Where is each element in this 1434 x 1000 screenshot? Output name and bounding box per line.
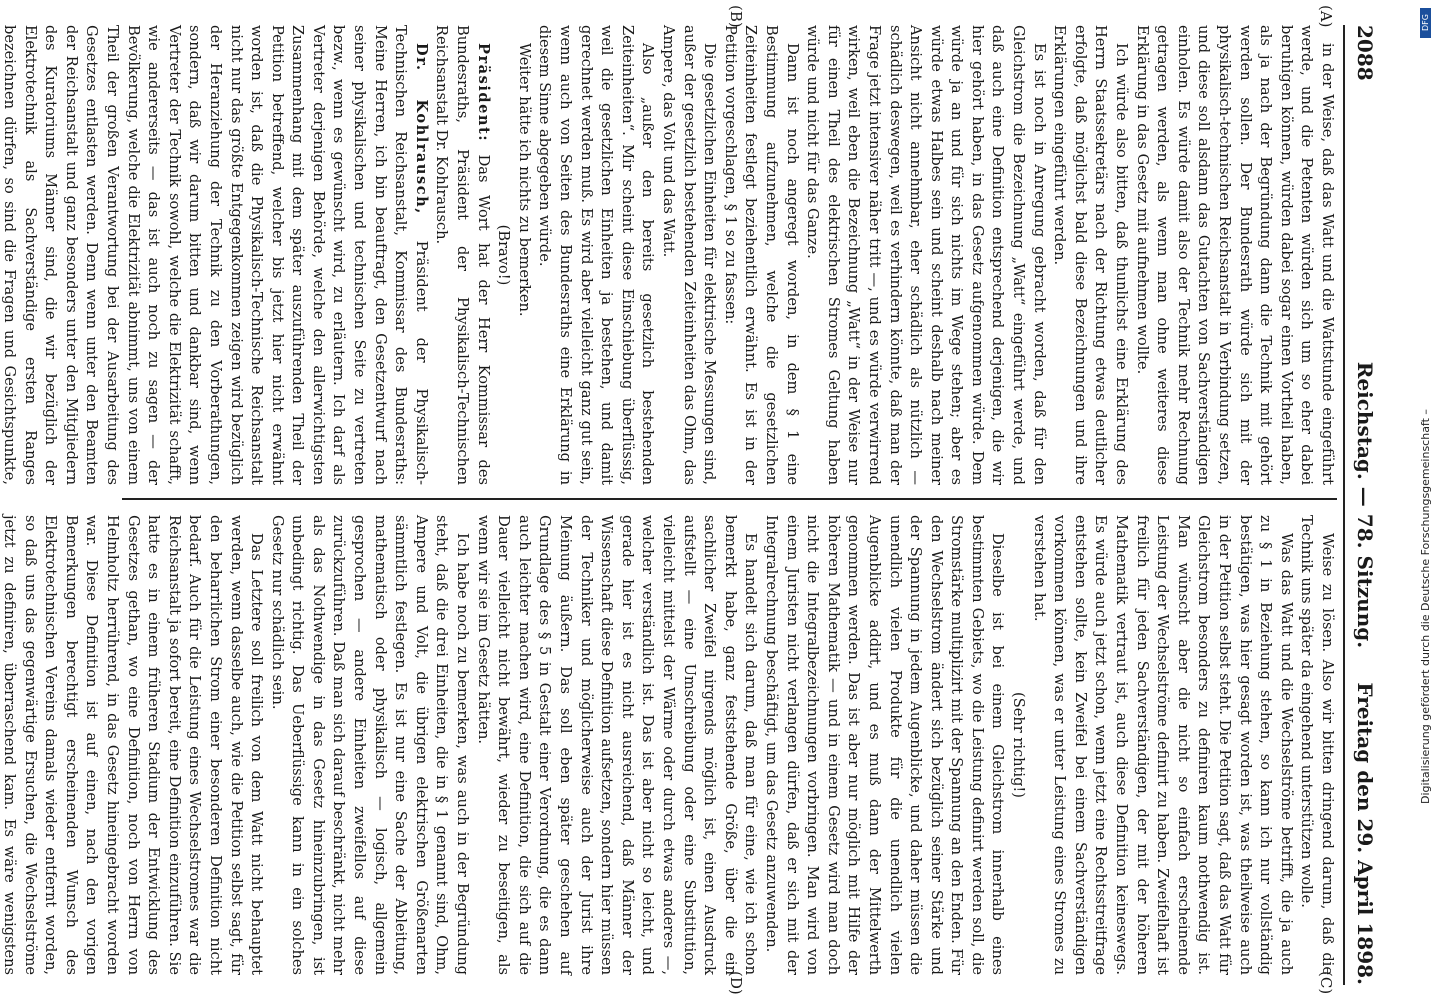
paragraph	[1008, 515, 1029, 975]
paragraph-text: Präsident der Physikalisch-Technischen Reichsanstalt, Kommissar des Bundesraths: Meine Herren, ich bin beauftragt, den Gesetzentwurf nach seiner physikalischen und technischen Seite zu vertreten bezw., wenn es gewünscht wird, zu erläutern. Ich darf als Vertreter derjenigen Behörde, welche den allerwichtigsten Zusammenhang mit dem später auszuführenden Theil der Petition betreffend, welcher bis jetzt hier nicht erwähnt worden ist, daß die Physikalisch-Technische Reichsanstalt nicht nur das größte Entgegenkommen zeigen wird bezüglich der Heranziehung der Technik zu den Vorberathungen, sondern, daß wir darum bitten und dankbar sind, wenn Vertreter der Technik sowohl, welche die Elektrizität schafft, wie andererseits — das ist auch noch zu sagen — der Bevölkerung, welche die Elektrizität abnimmt, uns von einem Theil der großen Verantwortung bei der Ausarbeitung des Gesetzes entlasten werden. Denn wenn unter den Beamten der Reichsanstalt und ganz besonders unter den Mitgliedern des Kuratoriums Männer sind, die wir bezüglich der Elektrotechnik als Sachverständige ersten Ranges bezeichnen dürfen, so sind die Fragen und Gesichtspunkte,	[1, 25, 430, 486]
paragraph	[266, 515, 472, 975]
speaker-name: Präsident:	[474, 43, 492, 143]
paragraph-text: Das Wort hat der Herr Kommissar des Bundesraths, Präsident der Physikalisch-Technischen Reichsanstalt Dr. Kohlrausch.	[433, 25, 492, 486]
margin-marker-a: (A)	[1317, 5, 1335, 28]
session-title: Reichstag. — 78. Sitzung.	[1353, 361, 1377, 649]
right-column	[1, 515, 1337, 975]
page-header	[1343, 25, 1385, 985]
paragraph	[0, 515, 266, 975]
paragraph	[534, 25, 658, 485]
paragraph-text: Dann ist noch angeregt worden, in dem § 1 eine Bestimmung aufzunehmen, welche die gesetzlichen Zeiteinheiten festlegt beziehentlich erwähnt. Es ist in der Petition vorgeschlagen, § 1 so zu fassen:	[721, 25, 801, 485]
paragraph	[513, 25, 534, 485]
paragraph-text: Es ist noch in Anregung gebracht worden, daß für den Gleichstrom die Bezeichnung „Watt“ eingeführt werde, und daß auch eine Definition entsprechend derjenigen, die wir hier gehört haben, in das Gesetz aufgenommen würde. Dem würde ja an und für sich nichts im Wege stehen; aber es würde etwas Halbes sein und scheint deshalb nach meiner Ansicht nicht annehmbar, eher schädlich als nützlich — schädlich deswegen, weil es verhindern könnte, daß man der Frage jetzt intensiver näher tritt —, und es würde verwirrend wirken, weil eben die Bezeichnung „Watt“ in der Weise nur für einen Theil des elektrischen Stromes Geltung haben würde und nicht für das Ganze.	[804, 25, 1048, 485]
rotated-page	[1, 5, 1395, 995]
paragraph-text: Das Letztere soll freilich von dem Watt nicht behauptet werden, wenn dasselbe auch, wie die Petition selbst sagt, für den beharrlichen Strom einer besonderen Definition nicht bedarf. Auch für die Leistung eines Wechselstromes war die Reichsanstalt ja sofort bereit, eine Definition einzuführen. Sie hatte es in einem früheren Stadium der Entwicklung des Gesetzes gethan, wo eine Definition, noch von Herrn von Helmholtz herrührend, in das Gesetz hineingebracht worden war. Diese Definition ist auf einen, nach den vorigen Bemerkungen berechtigt erscheinenden Wunsch des Elektrotechnischen Vereins damals wieder entfernt worden, so daß uns das gegenwärtige Ersuchen, die Wechselströme jetzt zu definiren, überraschend kam. Es wäre wenigstens	[1, 515, 266, 975]
paragraph-text: in der Weise, daß das Watt und die Wattstunde eingeführt werde, und die Petenten würden sich um so eher dabei beruhigen können, würden dabei sogar einen Vortheil haben, als ja nach der Begründung dann die Technik mit gehört werden sollen. Der Bundesrath würde sich mit der physikalisch-technischen Reichsanstalt in Verbindung setzen, und diese soll alsdann das Gutachten von Sachverständigen einholen. Es würde damit also der Technik mehr Rechnung getragen werden, als wenn man ohne weiteres diese Erklärung in das Gesetz mit aufnehmen wollte.	[1133, 25, 1336, 485]
paragraph-text: Weiter hätte ich nichts zu bemerken.	[515, 43, 533, 317]
paragraph	[431, 25, 493, 485]
column-divider	[122, 498, 1337, 500]
dfg-logo: DFG	[1420, 8, 1431, 38]
paragraph	[802, 25, 1049, 485]
paragraph	[1131, 25, 1337, 485]
paragraph	[657, 25, 719, 485]
margin-marker-d: (D)	[727, 971, 745, 995]
left-column	[1, 25, 1337, 486]
paragraph-text: Ich würde also bitten, daß thunlichst eine Erklärung des Herrn Staatssekretärs nach der Richtung etwas deutlicher erfolgte, daß möglichst bald diese Bezeichnungen und ihre Erklärungen eingeführt werden.	[1051, 25, 1131, 485]
paragraph	[719, 25, 801, 485]
margin-marker-c: (C)	[1317, 971, 1335, 995]
session-date: Freitag den 29. April 1898.	[1353, 682, 1377, 985]
paragraph	[472, 515, 760, 975]
digitization-note: Digitalisierung gefördert durch die Deutsche Forschungsgemeinschaft –	[1419, 409, 1432, 804]
paragraph	[1049, 25, 1131, 485]
paragraph-text: Es handelt sich darum, daß man für eine, wie ich schon bemerkt habe, ganz feststehende Größe, über die ein sachlicher Zweifel nirgends möglich ist, einen Ausdruck aufstellt — eine Umschreibung oder eine Substitution, vielleicht mittelst der Wärme oder durch etwas anderes —, welcher verständlich ist. Das ist aber nicht so leicht, und gerade hier ist es nicht ausreichend, daß Männer der Wissenschaft diese Definition aufsetzen, sondern hier müssen der Techniker und möglicherweise auch der Jurist ihre Meinung äußern. Das soll eben später geschehen auf Grundlage des § 5 in Gestalt einer Verordnung, die es dann auch leichter machen wird, eine Definition, die sich auf die Dauer vielleicht nicht bewährt, wieder zu beseitigen, als wenn wir sie im Gesetz hätten.	[474, 515, 760, 975]
paragraph-text: Die gesetzlichen Einheiten für elektrische Messungen sind, außer der gesetzlich bestehenden Zeiteinheiten das Ohm, das Ampere, das Volt und das Watt.	[660, 25, 719, 485]
paragraph-text: Also „außer den bereits gesetzlich bestehenden Zeiteinheiten“. Mir scheint diese Einschiebung überflüssig, weil die gesetzlichen Einheiten ja bestehen, und damit gerechnet werden muß. Es wird aber vielleicht ganz gut sein, wenn auch von Seiten des Bundesraths eine Erklärung in diesem Sinne abgegeben würde.	[536, 25, 657, 485]
margin-marker-b: (B)	[727, 5, 745, 28]
paragraph	[0, 25, 431, 485]
paragraph-text: Weise zu lösen. Also wir bitten dringend darum, daß die Technik uns später da eingehend unterstützen wolle.	[1298, 515, 1336, 975]
paragraph	[493, 25, 514, 485]
paragraph	[1296, 515, 1337, 975]
paragraph	[760, 515, 1007, 975]
page-number: 2088	[1353, 25, 1377, 81]
paragraph-text: Was das Watt und die Wechselströme betrifft, die ja auch zu § 1 in Beziehung stehen, so kann ich nur vollständig bestätigen, was hier gesagt worden ist, was theilweise auch in der Petition selbst steht. Die Petition sagt, daß das Watt für Gleichstrom besonders zu definiren kaum nothwendig ist. Man wünscht aber die nicht so einfach erscheinende Leistung der Wechselströme definirt zu haben. Zweifelhaft ist freilich für jeden Sachverständigen, der mit der höheren Mathematik vertraut ist, auch diese Definition keineswegs. Es würde auch jetzt schon, wenn jetzt eine Rechtsstreitfrage entstehen sollte, kein Zweifel bei einem Sachverständigen vorkommen können, was er unter Leistung eines Stromes zu verstehen hat.	[1030, 515, 1295, 975]
paragraph-text: Ich habe noch zu bemerken, was auch in der Begründung steht, daß die drei Einheiten, die in § 1 genannt sind, Ohm, Ampere und Volt, die übrigen elektrischen Größenarten sämmtlich festlegen. Es ist nur eine Sache der Ableitung, mathematisch oder physikalisch — logisch, allgemein gesprochen — andere Einheiten zweifellos auf diese zurückzuführen. Daß man sich darauf beschränkt, nicht mehr als das Nothwendige in das Gesetz hineinzubringen, ist unbedingt richtig. Das Ueberflüssige kann in ein solches Gesetz nur schädlich sein.	[268, 515, 472, 975]
paragraph-text: Dieselbe ist bei einem Gleichstrom innerhalb eines bestimmten Gebiets, wo die Leistung definirt werden soll, die Stromstärke multiplizirt mit der Spannung an den Enden. Für den Wechselstrom ändert sich bezüglich seiner Stärke und der Spannung in jedem Augenblicke, und daher müssen die unendlich vielen Produkte für die unendlich vielen Augenblicke addirt, und es muß dann der Mittelwerth genommen werden. Das ist aber nur möglich mit Hilfe der höheren Mathematik — und in einem Gesetz wird man doch nicht die Integralbezeichnungen vorbringen. Man wird von einem Juristen nicht verlangen dürfen, daß er sich mit der Integralrechnung beschäftigt, um das Gesetz anzuwenden.	[762, 515, 1007, 975]
speaker-name: Dr. Kohlrausch,	[412, 43, 430, 215]
paragraph-text: (Sehr richtig!)	[1010, 692, 1028, 798]
paragraph	[1028, 515, 1296, 975]
paragraph-text: (Bravo!)	[495, 224, 513, 286]
